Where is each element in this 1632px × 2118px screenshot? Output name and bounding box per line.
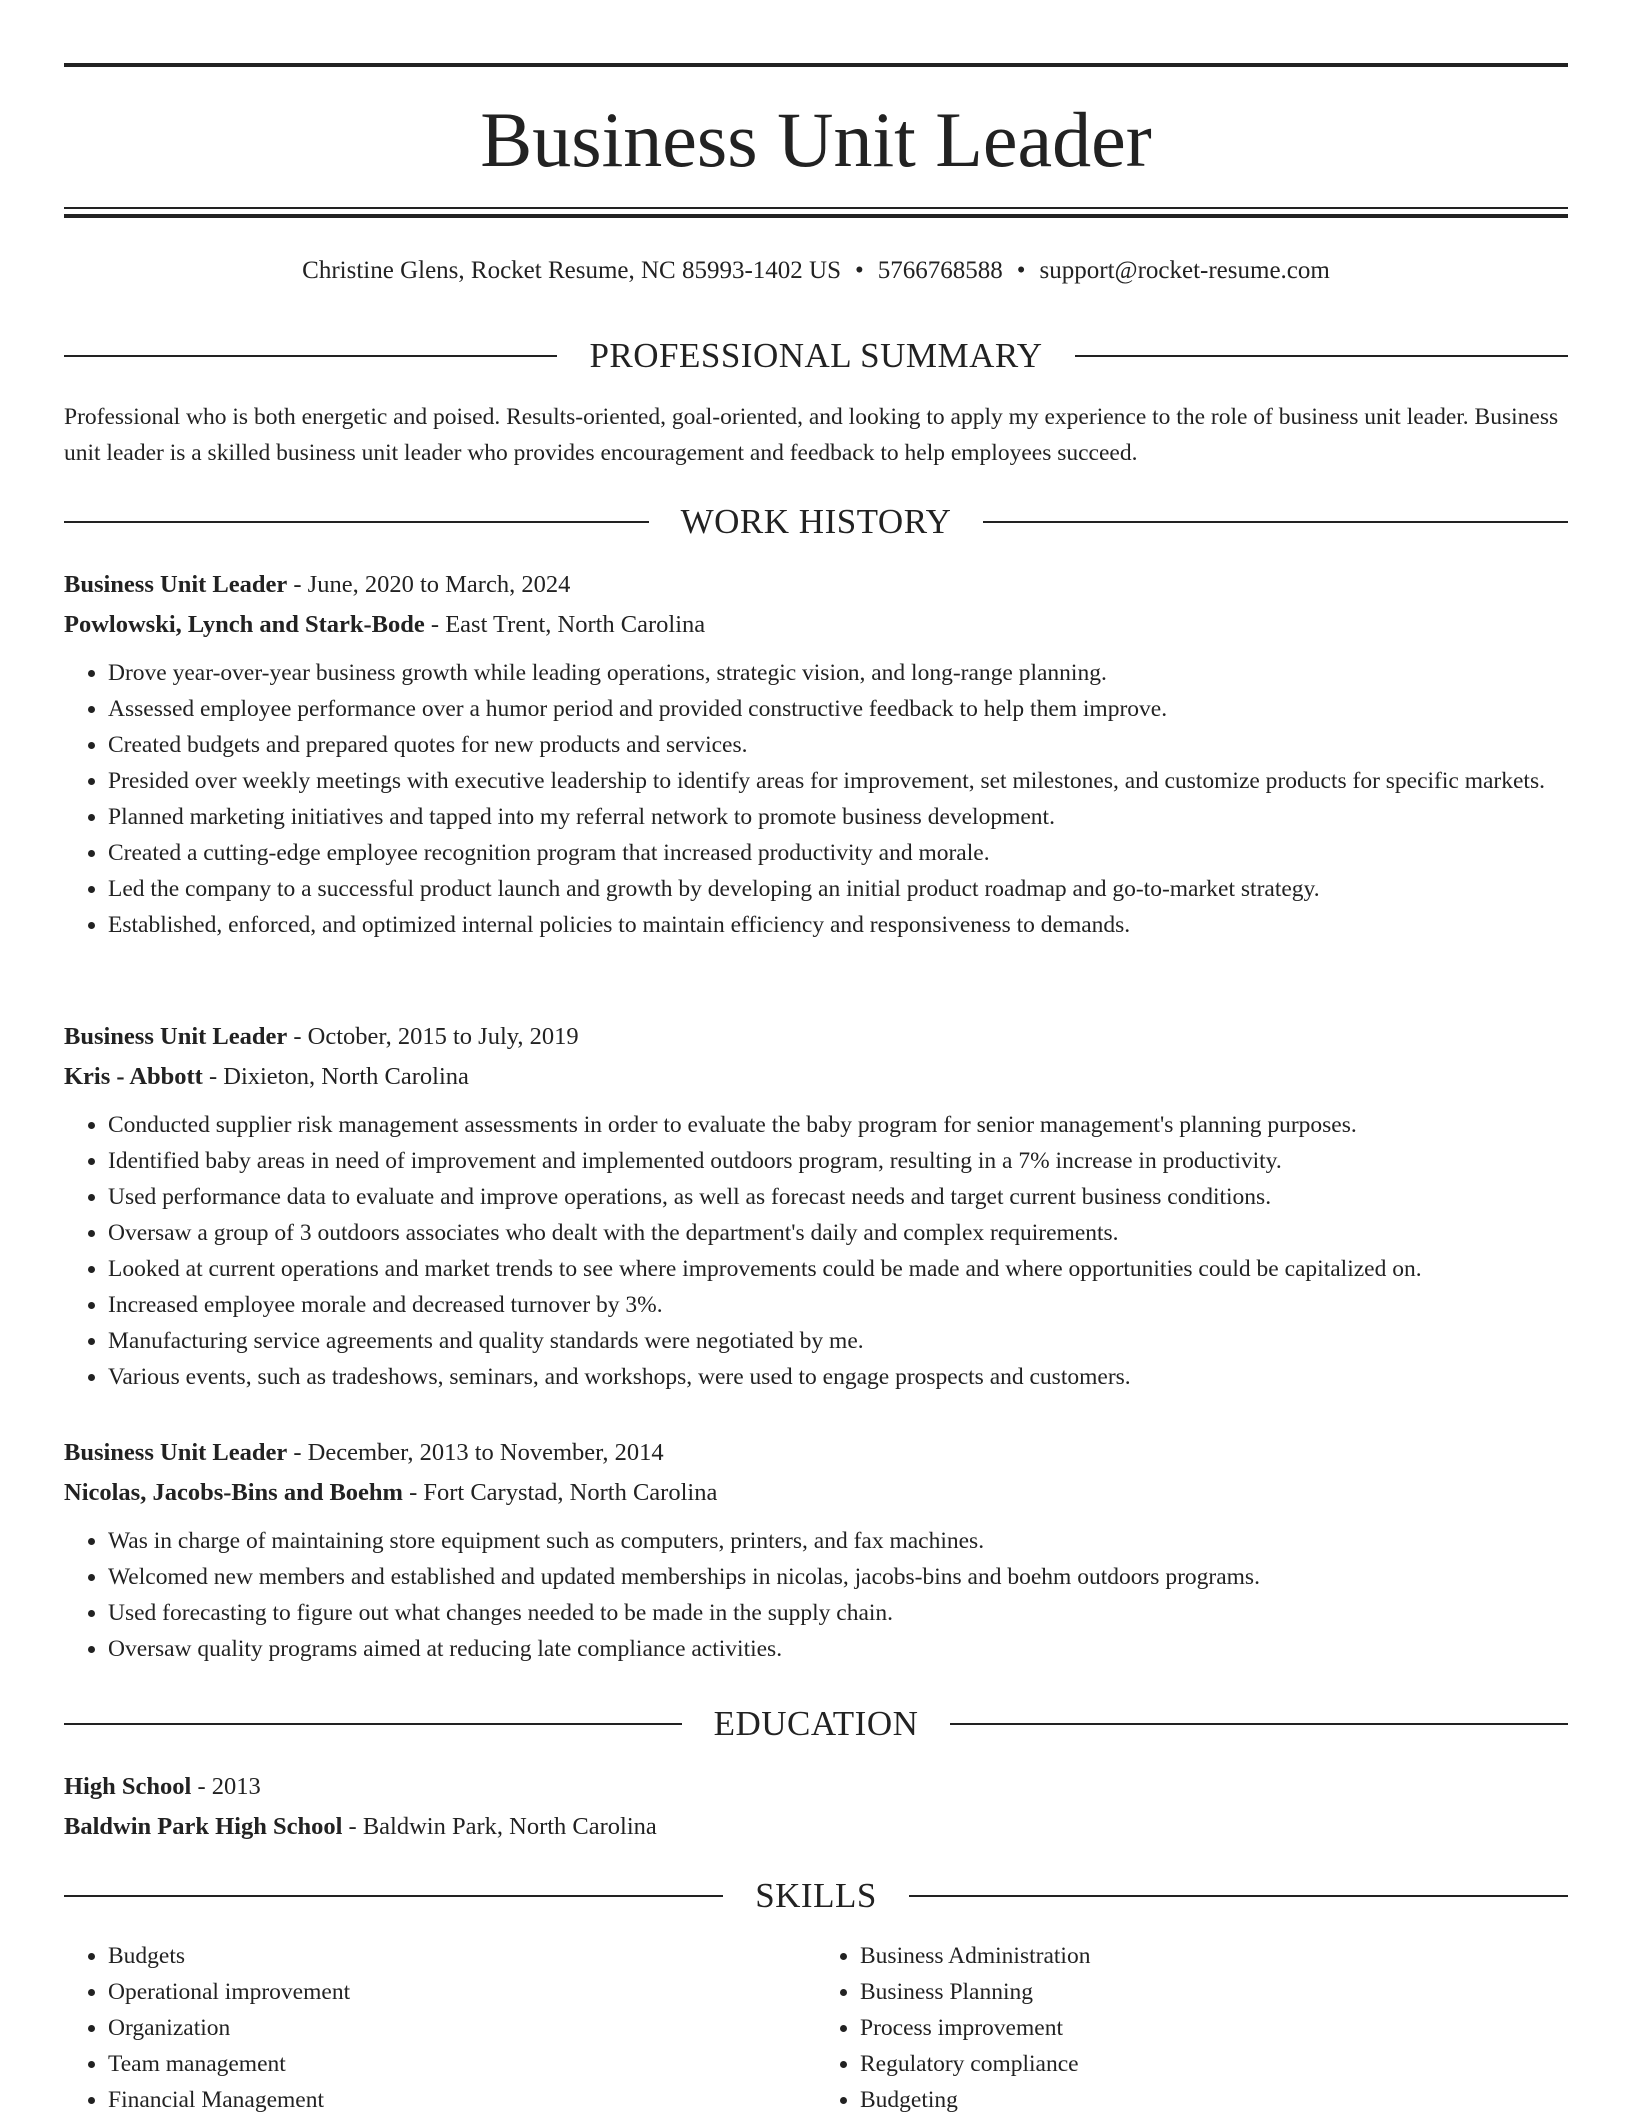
job-company-line [64, 1057, 1568, 1097]
summary-heading-label: PROFESSIONAL SUMMARY [589, 336, 1043, 375]
job-bullet: • Assessed employee performance over a humor period and provided constructive feedback to help them improve. [108, 691, 1568, 727]
heading-rule-right [950, 1723, 1568, 1725]
heading-rule-left [64, 1723, 682, 1725]
job-bullet: • Looked at current operations and market trends to see where improvements could be made and where opportunities could be capitalized on. [108, 1251, 1568, 1287]
heading-rule-left [64, 1895, 723, 1897]
job-entry [64, 1433, 1568, 1667]
separator-bullet: • [855, 257, 864, 284]
education-heading-label: EDUCATION [713, 1704, 919, 1743]
heading-rule-left [64, 355, 557, 357]
contact-line [64, 254, 1568, 288]
skill-item: • Process improvement [860, 2010, 1568, 2046]
job-bullet: • Various events, such as tradeshows, seminars, and workshops, were used to engage prospects and customers. [108, 1359, 1568, 1395]
job-bullet: • Oversaw quality programs aimed at reducing late compliance activities. [108, 1631, 1568, 1667]
heading-rule-right [1075, 355, 1568, 357]
education-year: - 2013 [191, 1773, 261, 1800]
contact-email: support@rocket-resume.com [1039, 257, 1330, 284]
job-entry [64, 565, 1568, 943]
resume-title: Business Unit Leader [480, 96, 1152, 183]
job-company: Nicolas, Jacobs-Bins and Boehm [64, 1479, 403, 1506]
work-history-heading-label: WORK HISTORY [680, 502, 952, 541]
job-bullet: • Created budgets and prepared quotes for new products and services. [108, 727, 1568, 763]
job-dates: - December, 2013 to November, 2014 [287, 1439, 664, 1466]
job-dates: - June, 2020 to March, 2024 [287, 571, 571, 598]
heading-rule-right [909, 1895, 1568, 1897]
job-role: Business Unit Leader [64, 1439, 288, 1466]
header-top-rule [64, 63, 1568, 67]
work-history-heading [64, 500, 1568, 544]
summary-heading [64, 334, 1568, 378]
job-bullet: • Was in charge of maintaining store equipment such as computers, printers, and fax machines. [108, 1523, 1568, 1559]
header-rule-2 [64, 214, 1568, 218]
education-degree-line [64, 1767, 1568, 1807]
job-bullet: • Oversaw a group of 3 outdoors associates who dealt with the department's daily and complex requirements. [108, 1215, 1568, 1251]
job-company-line [64, 1473, 1568, 1513]
skill-item: • Business Planning [860, 1974, 1568, 2010]
education-location: - Baldwin Park, North Carolina [342, 1813, 657, 1840]
skills-column-right [816, 1938, 1568, 2118]
separator-bullet: • [1016, 257, 1026, 284]
education-degree: High School [64, 1773, 192, 1800]
skills-column-left [64, 1938, 816, 2118]
job-bullet: • Manufacturing service agreements and quality standards were negotiated by me. [108, 1323, 1568, 1359]
skill-item: • Budgeting [860, 2082, 1568, 2118]
job-bullet: • Used forecasting to figure out what changes needed to be made in the supply chain. [108, 1595, 1568, 1631]
summary-text: Professional who is both energetic and poised. Results-oriented, goal-oriented, and looking to apply my experience to the role of business unit leader. Business unit leader is a skilled business unit leader who provides encouragement and feedback to help employees succeed. [64, 404, 1559, 466]
education-heading [64, 1702, 1568, 1746]
job-dates: - October, 2015 to July, 2019 [287, 1023, 579, 1050]
job-bullet: • Used performance data to evaluate and improve operations, as well as forecast needs and target current business conditions. [108, 1179, 1568, 1215]
skill-item: • Financial Management [108, 2082, 816, 2118]
skill-item: • Business Administration [860, 1938, 1568, 1974]
education-entry [64, 1767, 1568, 1847]
job-bullets [64, 1523, 1568, 1667]
job-location: - Dixieton, North Carolina [202, 1063, 469, 1090]
job-title-line [64, 1433, 1568, 1473]
job-role: Business Unit Leader [64, 1023, 288, 1050]
skill-item: • Budgets [108, 1938, 816, 1974]
job-bullet: • Identified baby areas in need of improvement and implemented outdoors program, resulting in a 7% increase in productivity. [108, 1143, 1568, 1179]
job-bullet: • Drove year-over-year business growth while leading operations, strategic vision, and long-range planning. [108, 655, 1568, 691]
job-bullets [64, 1107, 1568, 1395]
job-company: Kris - Abbott [64, 1063, 203, 1090]
skill-item: • Organization [108, 2010, 816, 2046]
contact-phone: 5766768588 [877, 257, 1003, 284]
job-location: - Fort Carystad, North Carolina [402, 1479, 718, 1506]
skill-item: • Operational improvement [108, 1974, 816, 2010]
skills-list [64, 1938, 1568, 2118]
skill-item: • Team management [108, 2046, 816, 2082]
job-location: - East Trent, North Carolina [424, 611, 706, 638]
job-bullet: • Led the company to a successful product launch and growth by developing an initial product roadmap and go-to-market strategy. [108, 871, 1568, 907]
heading-rule-right [983, 521, 1568, 523]
heading-rule-left [64, 521, 649, 523]
job-bullet: • Presided over weekly meetings with executive leadership to identify areas for improvement, set milestones, and customize products for specific markets. [108, 763, 1568, 799]
skills-heading-label: SKILLS [755, 1876, 877, 1915]
job-bullet: • Created a cutting-edge employee recognition program that increased productivity and morale. [108, 835, 1568, 871]
contact-address: Christine Glens, Rocket Resume, NC 85993-1402 US [302, 257, 842, 284]
job-bullets [64, 655, 1568, 943]
job-role: Business Unit Leader [64, 571, 288, 598]
header-rule-1 [64, 207, 1568, 209]
job-bullet: • Welcomed new members and established and updated memberships in nicolas, jacobs-bins and boehm outdoors programs. [108, 1559, 1568, 1595]
job-bullet: • Increased employee morale and decreased turnover by 3%. [108, 1287, 1568, 1323]
education-school: Baldwin Park High School [64, 1813, 343, 1840]
job-bullet: • Planned marketing initiatives and tapped into my referral network to promote business development. [108, 799, 1568, 835]
job-company-line [64, 605, 1568, 645]
education-school-line [64, 1807, 1568, 1847]
job-bullet: • Conducted supplier risk management assessments in order to evaluate the baby program for senior management's planning purposes. [108, 1107, 1568, 1143]
job-entry [64, 1017, 1568, 1395]
skills-heading [64, 1874, 1568, 1918]
job-bullet: • Established, enforced, and optimized internal policies to maintain efficiency and responsiveness to demands. [108, 907, 1568, 943]
job-title-line [64, 1017, 1568, 1057]
job-company: Powlowski, Lynch and Stark-Bode [64, 611, 425, 638]
job-title-line [64, 565, 1568, 605]
skill-item: • Regulatory compliance [860, 2046, 1568, 2082]
